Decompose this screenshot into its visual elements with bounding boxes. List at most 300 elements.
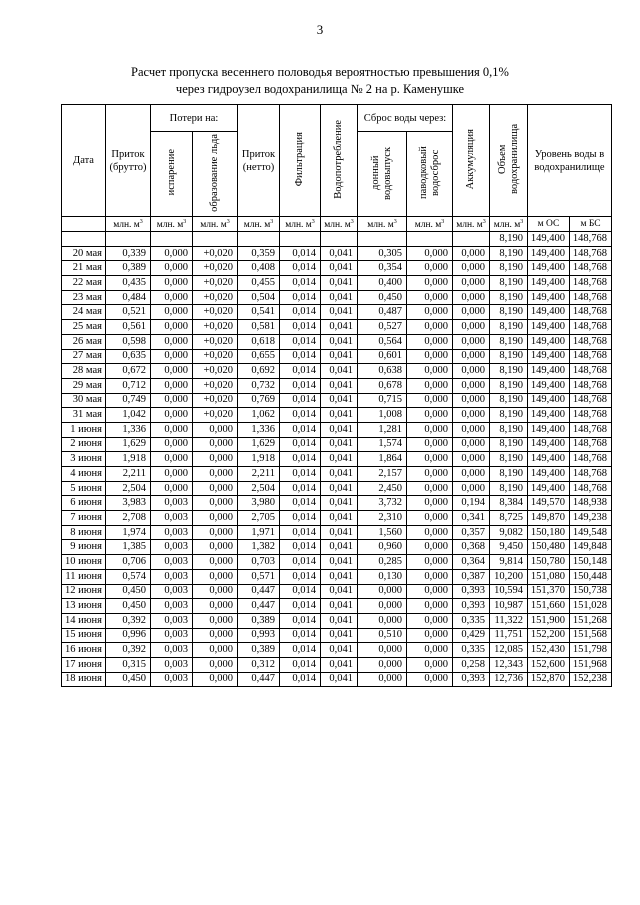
unit-cell: млн. $м^3$ xyxy=(193,217,238,232)
value-cell: 0,000 xyxy=(407,584,453,599)
value-cell: 0,393 xyxy=(453,672,490,687)
value-cell: 149,400 xyxy=(528,276,570,291)
value-cell: 0,455 xyxy=(238,276,280,291)
value-cell: 12,343 xyxy=(490,657,528,672)
table-row xyxy=(62,540,612,555)
value-cell: 8,190 xyxy=(490,437,528,452)
value-cell: 0,000 xyxy=(407,452,453,467)
table-row xyxy=(62,290,612,305)
value-cell: 0,041 xyxy=(321,261,358,276)
value-cell: 10,594 xyxy=(490,584,528,599)
value-cell: 2,504 xyxy=(106,481,151,496)
flood-calculation-table xyxy=(61,104,612,687)
header-accumulation-text: Аккумуляция xyxy=(465,128,476,190)
value-cell: 3,983 xyxy=(106,496,151,511)
date-cell: 10 июня xyxy=(62,555,106,570)
value-cell: 9,814 xyxy=(490,555,528,570)
date-cell: 18 июня xyxy=(62,672,106,687)
value-cell: 0,000 xyxy=(193,584,238,599)
table-row xyxy=(62,584,612,599)
title-line-1: Расчет пропуска весеннего половодья вероятностью превышения 0,1% xyxy=(131,65,509,79)
date-cell: 25 мая xyxy=(62,320,106,335)
value-cell: 0,041 xyxy=(321,452,358,467)
value-cell: 8,190 xyxy=(490,232,528,247)
value-cell: 0,359 xyxy=(238,246,280,261)
value-cell xyxy=(238,232,280,247)
value-cell: 0,315 xyxy=(106,657,151,672)
value-cell: 0,429 xyxy=(453,628,490,643)
document-title xyxy=(0,64,640,98)
value-cell: 148,768 xyxy=(570,290,612,305)
value-cell: 149,400 xyxy=(528,422,570,437)
header-volume-text: Объем водохранилища xyxy=(496,123,520,195)
value-cell: 2,450 xyxy=(358,481,407,496)
unit-cell: млн. $м^3$ xyxy=(453,217,490,232)
value-cell: 0,000 xyxy=(193,599,238,614)
value-cell: 0,000 xyxy=(407,290,453,305)
value-cell: 0,258 xyxy=(453,657,490,672)
value-cell: 148,768 xyxy=(570,232,612,247)
value-cell: 149,400 xyxy=(528,364,570,379)
value-cell: 0,000 xyxy=(453,422,490,437)
header-water-level: Уровень воды в водохранилище xyxy=(528,105,612,217)
value-cell: 0,000 xyxy=(407,555,453,570)
value-cell: 0,041 xyxy=(321,540,358,555)
value-cell: 0,000 xyxy=(407,393,453,408)
value-cell: 0,014 xyxy=(280,261,321,276)
value-cell: 0,435 xyxy=(106,276,151,291)
value-cell: 150,780 xyxy=(528,555,570,570)
value-cell: 0,014 xyxy=(280,437,321,452)
value-cell: 0,000 xyxy=(407,540,453,555)
value-cell: 0,041 xyxy=(321,276,358,291)
value-cell: 0,014 xyxy=(280,364,321,379)
value-cell: 151,798 xyxy=(570,643,612,658)
value-cell: 0,041 xyxy=(321,672,358,687)
value-cell: +0,020 xyxy=(193,334,238,349)
value-cell: 8,725 xyxy=(490,511,528,526)
value-cell: 0,000 xyxy=(193,672,238,687)
value-cell: 0,014 xyxy=(280,496,321,511)
value-cell: 0,285 xyxy=(358,555,407,570)
date-cell: 11 июня xyxy=(62,569,106,584)
value-cell: 1,974 xyxy=(106,525,151,540)
value-cell: 0,000 xyxy=(151,467,193,482)
value-cell: 1,336 xyxy=(106,422,151,437)
value-cell: 0,447 xyxy=(238,672,280,687)
date-cell: 9 июня xyxy=(62,540,106,555)
value-cell: 0,000 xyxy=(407,643,453,658)
value-cell: 0,354 xyxy=(358,261,407,276)
value-cell: 0,041 xyxy=(321,305,358,320)
value-cell: 0,450 xyxy=(106,672,151,687)
value-cell xyxy=(407,232,453,247)
value-cell: 0,041 xyxy=(321,628,358,643)
value-cell: 1,062 xyxy=(238,408,280,423)
value-cell: 0,014 xyxy=(280,334,321,349)
value-cell: 0,003 xyxy=(151,511,193,526)
value-cell: 0,000 xyxy=(453,364,490,379)
value-cell: 0,000 xyxy=(193,540,238,555)
value-cell: 0,672 xyxy=(106,364,151,379)
value-cell: 8,190 xyxy=(490,276,528,291)
value-cell: 0,000 xyxy=(151,261,193,276)
value-cell: 2,708 xyxy=(106,511,151,526)
header-ice xyxy=(193,132,238,217)
date-cell: 15 июня xyxy=(62,628,106,643)
value-cell: 0,450 xyxy=(358,290,407,305)
unit-cell: млн. $м^3$ xyxy=(106,217,151,232)
value-cell: 0,041 xyxy=(321,569,358,584)
value-cell: 3,732 xyxy=(358,496,407,511)
value-cell: 148,768 xyxy=(570,246,612,261)
date-cell: 5 июня xyxy=(62,481,106,496)
value-cell: 10,200 xyxy=(490,569,528,584)
value-cell: 149,400 xyxy=(528,408,570,423)
value-cell: 0,510 xyxy=(358,628,407,643)
units-row xyxy=(62,217,612,232)
value-cell: 0,014 xyxy=(280,246,321,261)
value-cell: 9,082 xyxy=(490,525,528,540)
value-cell: 0,305 xyxy=(358,246,407,261)
value-cell: 0,564 xyxy=(358,334,407,349)
table-row xyxy=(62,349,612,364)
value-cell: 0,960 xyxy=(358,540,407,555)
value-cell: 8,190 xyxy=(490,364,528,379)
value-cell: 0,000 xyxy=(193,467,238,482)
unit-cell: млн. $м^3$ xyxy=(407,217,453,232)
value-cell: 0,014 xyxy=(280,408,321,423)
value-cell: 148,768 xyxy=(570,452,612,467)
value-cell: 0,000 xyxy=(407,422,453,437)
value-cell: 149,400 xyxy=(528,349,570,364)
table-row xyxy=(62,599,612,614)
value-cell: 0,487 xyxy=(358,305,407,320)
date-cell: 8 июня xyxy=(62,525,106,540)
value-cell: 0,000 xyxy=(407,613,453,628)
value-cell: 0,000 xyxy=(407,511,453,526)
value-cell: 0,703 xyxy=(238,555,280,570)
value-cell: 151,568 xyxy=(570,628,612,643)
value-cell: 0,000 xyxy=(407,320,453,335)
value-cell: 148,768 xyxy=(570,467,612,482)
header-losses: Потери на: xyxy=(151,105,238,132)
date-cell: 14 июня xyxy=(62,613,106,628)
value-cell: 0,521 xyxy=(106,305,151,320)
header-inflow-gross: Приток (брутто) xyxy=(106,105,151,217)
value-cell: 1,918 xyxy=(238,452,280,467)
value-cell: 0,003 xyxy=(151,525,193,540)
value-cell: 8,190 xyxy=(490,481,528,496)
table-row xyxy=(62,408,612,423)
header-water-use-text: Водопотребление xyxy=(333,119,344,199)
value-cell: 8,190 xyxy=(490,378,528,393)
value-cell: 0,000 xyxy=(193,452,238,467)
value-cell: 0,655 xyxy=(238,349,280,364)
value-cell: 148,768 xyxy=(570,437,612,452)
value-cell: +0,020 xyxy=(193,290,238,305)
date-cell xyxy=(62,232,106,247)
value-cell: 8,190 xyxy=(490,408,528,423)
value-cell: 0,000 xyxy=(151,305,193,320)
value-cell: 0,000 xyxy=(151,422,193,437)
value-cell: 0,041 xyxy=(321,467,358,482)
value-cell: 0,000 xyxy=(193,569,238,584)
value-cell xyxy=(193,232,238,247)
value-cell: 150,180 xyxy=(528,525,570,540)
header-evaporation-text: испарение xyxy=(165,149,177,196)
value-cell: 148,938 xyxy=(570,496,612,511)
table-row xyxy=(62,525,612,540)
value-cell: 0,014 xyxy=(280,305,321,320)
value-cell: 0,003 xyxy=(151,657,193,672)
value-cell: 0,003 xyxy=(151,569,193,584)
table-row xyxy=(62,437,612,452)
value-cell: 0,014 xyxy=(280,290,321,305)
value-cell: 0,450 xyxy=(106,584,151,599)
header-bottom-outlet xyxy=(358,132,407,217)
value-cell: 0,014 xyxy=(280,467,321,482)
unit-cell: млн. $м^3$ xyxy=(151,217,193,232)
header-spillway xyxy=(407,132,453,217)
value-cell: 0,041 xyxy=(321,511,358,526)
value-cell: 1,574 xyxy=(358,437,407,452)
value-cell: 0,014 xyxy=(280,672,321,687)
header-water-use xyxy=(321,105,358,217)
value-cell: 0,341 xyxy=(453,511,490,526)
value-cell: 0,000 xyxy=(151,393,193,408)
value-cell: 0,003 xyxy=(151,496,193,511)
value-cell: 150,738 xyxy=(570,584,612,599)
value-cell: 0,000 xyxy=(151,437,193,452)
value-cell: 1,918 xyxy=(106,452,151,467)
value-cell: 0,000 xyxy=(151,452,193,467)
value-cell: 0,014 xyxy=(280,276,321,291)
value-cell: 2,211 xyxy=(238,467,280,482)
value-cell: 0,389 xyxy=(238,613,280,628)
value-cell: 0,000 xyxy=(453,393,490,408)
value-cell: 152,870 xyxy=(528,672,570,687)
value-cell: 0,000 xyxy=(453,276,490,291)
value-cell: 0,389 xyxy=(238,643,280,658)
value-cell: 2,157 xyxy=(358,467,407,482)
value-cell: 0,408 xyxy=(238,261,280,276)
value-cell: 1,382 xyxy=(238,540,280,555)
value-cell: 0,014 xyxy=(280,422,321,437)
value-cell: 148,768 xyxy=(570,481,612,496)
value-cell: 0,000 xyxy=(407,364,453,379)
value-cell: 0,014 xyxy=(280,628,321,643)
date-cell: 7 июня xyxy=(62,511,106,526)
header-accumulation xyxy=(453,105,490,217)
value-cell: 0,000 xyxy=(453,481,490,496)
value-cell: 0,000 xyxy=(193,613,238,628)
value-cell: 151,080 xyxy=(528,569,570,584)
value-cell: 2,705 xyxy=(238,511,280,526)
table-row xyxy=(62,320,612,335)
value-cell: 0,000 xyxy=(151,349,193,364)
value-cell: 0,041 xyxy=(321,349,358,364)
value-cell: 149,400 xyxy=(528,393,570,408)
value-cell: 0,003 xyxy=(151,555,193,570)
value-cell: 148,768 xyxy=(570,261,612,276)
header-evaporation xyxy=(151,132,193,217)
value-cell: 0,638 xyxy=(358,364,407,379)
value-cell: 10,987 xyxy=(490,599,528,614)
value-cell: +0,020 xyxy=(193,393,238,408)
table-row xyxy=(62,628,612,643)
value-cell: 8,190 xyxy=(490,422,528,437)
table-row xyxy=(62,393,612,408)
value-cell: 0,387 xyxy=(453,569,490,584)
date-cell: 28 мая xyxy=(62,364,106,379)
value-cell: 0,581 xyxy=(238,320,280,335)
value-cell: 0,000 xyxy=(193,496,238,511)
value-cell: 0,389 xyxy=(106,261,151,276)
value-cell: 0,706 xyxy=(106,555,151,570)
value-cell: 0,014 xyxy=(280,613,321,628)
value-cell: 0,041 xyxy=(321,613,358,628)
value-cell: 2,310 xyxy=(358,511,407,526)
value-cell: 0,000 xyxy=(358,584,407,599)
value-cell: 0,574 xyxy=(106,569,151,584)
value-cell: +0,020 xyxy=(193,261,238,276)
value-cell: 0,393 xyxy=(453,584,490,599)
value-cell: 150,148 xyxy=(570,555,612,570)
value-cell: 0,000 xyxy=(453,408,490,423)
value-cell: 9,450 xyxy=(490,540,528,555)
value-cell: 0,000 xyxy=(407,657,453,672)
value-cell: 148,768 xyxy=(570,305,612,320)
value-cell: 0,000 xyxy=(453,334,490,349)
header-spillway-text: паводковый водосброс xyxy=(417,146,441,199)
value-cell: 0,000 xyxy=(358,613,407,628)
unit-cell: млн. $м^3$ xyxy=(358,217,407,232)
date-cell: 1 июня xyxy=(62,422,106,437)
header-discharge: Сброс воды через: xyxy=(358,105,453,132)
page-number: 3 xyxy=(316,22,324,37)
value-cell: 0,041 xyxy=(321,320,358,335)
value-cell: 0,014 xyxy=(280,555,321,570)
date-cell: 12 июня xyxy=(62,584,106,599)
value-cell: 0,000 xyxy=(151,276,193,291)
value-cell: 0,000 xyxy=(151,334,193,349)
value-cell: 148,768 xyxy=(570,378,612,393)
value-cell: 149,400 xyxy=(528,290,570,305)
value-cell: 149,870 xyxy=(528,511,570,526)
header-bottom-outlet-text: донный водовыпуск xyxy=(370,145,393,200)
value-cell: 0,003 xyxy=(151,613,193,628)
value-cell: 0,041 xyxy=(321,584,358,599)
value-cell: 11,751 xyxy=(490,628,528,643)
value-cell: 149,400 xyxy=(528,320,570,335)
value-cell: 0,000 xyxy=(151,408,193,423)
value-cell: 1,971 xyxy=(238,525,280,540)
value-cell: 0,504 xyxy=(238,290,280,305)
table-row xyxy=(62,422,612,437)
value-cell: 0,000 xyxy=(407,628,453,643)
value-cell: 151,268 xyxy=(570,613,612,628)
value-cell xyxy=(280,232,321,247)
date-cell: 21 мая xyxy=(62,261,106,276)
value-cell: 149,400 xyxy=(528,334,570,349)
value-cell: 0,041 xyxy=(321,496,358,511)
date-cell: 3 июня xyxy=(62,452,106,467)
value-cell: 0,014 xyxy=(280,643,321,658)
value-cell: 0,000 xyxy=(193,511,238,526)
value-cell: 0,014 xyxy=(280,584,321,599)
value-cell: 8,190 xyxy=(490,290,528,305)
initial-row xyxy=(62,232,612,247)
value-cell: 0,357 xyxy=(453,525,490,540)
value-cell: 0,000 xyxy=(453,290,490,305)
value-cell: 0,000 xyxy=(193,437,238,452)
value-cell: 149,400 xyxy=(528,261,570,276)
value-cell: 0,014 xyxy=(280,452,321,467)
value-cell: 152,238 xyxy=(570,672,612,687)
unit-cell: м БС xyxy=(570,217,612,232)
value-cell: 0,130 xyxy=(358,569,407,584)
title-line-2: через гидроузел водохранилища № 2 на р. Каменушке xyxy=(175,82,465,96)
value-cell: 151,968 xyxy=(570,657,612,672)
value-cell: 0,400 xyxy=(358,276,407,291)
date-cell: 2 июня xyxy=(62,437,106,452)
table-row xyxy=(62,378,612,393)
header-filtration-text: Фильтрация xyxy=(294,131,305,187)
value-cell: 149,400 xyxy=(528,467,570,482)
value-cell: 0,335 xyxy=(453,613,490,628)
value-cell: 1,560 xyxy=(358,525,407,540)
value-cell: 148,768 xyxy=(570,364,612,379)
value-cell: 3,980 xyxy=(238,496,280,511)
value-cell: 0,000 xyxy=(453,437,490,452)
date-cell: 16 июня xyxy=(62,643,106,658)
value-cell: 0,041 xyxy=(321,599,358,614)
value-cell: 0,000 xyxy=(151,378,193,393)
table-row xyxy=(62,305,612,320)
value-cell: +0,020 xyxy=(193,408,238,423)
value-cell: 0,000 xyxy=(407,467,453,482)
value-cell: 0,003 xyxy=(151,628,193,643)
value-cell: 0,041 xyxy=(321,393,358,408)
value-cell: 150,448 xyxy=(570,569,612,584)
value-cell: 0,000 xyxy=(151,481,193,496)
value-cell: 0,000 xyxy=(193,643,238,658)
value-cell: 151,370 xyxy=(528,584,570,599)
value-cell: 148,768 xyxy=(570,422,612,437)
header-date: Дата xyxy=(62,105,106,217)
value-cell: 0,000 xyxy=(151,290,193,305)
value-cell: 1,385 xyxy=(106,540,151,555)
date-cell: 4 июня xyxy=(62,467,106,482)
date-cell: 6 июня xyxy=(62,496,106,511)
table-row xyxy=(62,246,612,261)
value-cell: +0,020 xyxy=(193,349,238,364)
value-cell: 8,190 xyxy=(490,305,528,320)
value-cell: 0,000 xyxy=(193,481,238,496)
table-row xyxy=(62,276,612,291)
value-cell: 0,041 xyxy=(321,437,358,452)
table-row xyxy=(62,467,612,482)
value-cell: 0,000 xyxy=(407,276,453,291)
value-cell: 0,014 xyxy=(280,657,321,672)
date-cell: 17 июня xyxy=(62,657,106,672)
table-row xyxy=(62,334,612,349)
value-cell: 148,768 xyxy=(570,349,612,364)
value-cell: 149,400 xyxy=(528,378,570,393)
value-cell: 12,736 xyxy=(490,672,528,687)
value-cell: 149,548 xyxy=(570,525,612,540)
